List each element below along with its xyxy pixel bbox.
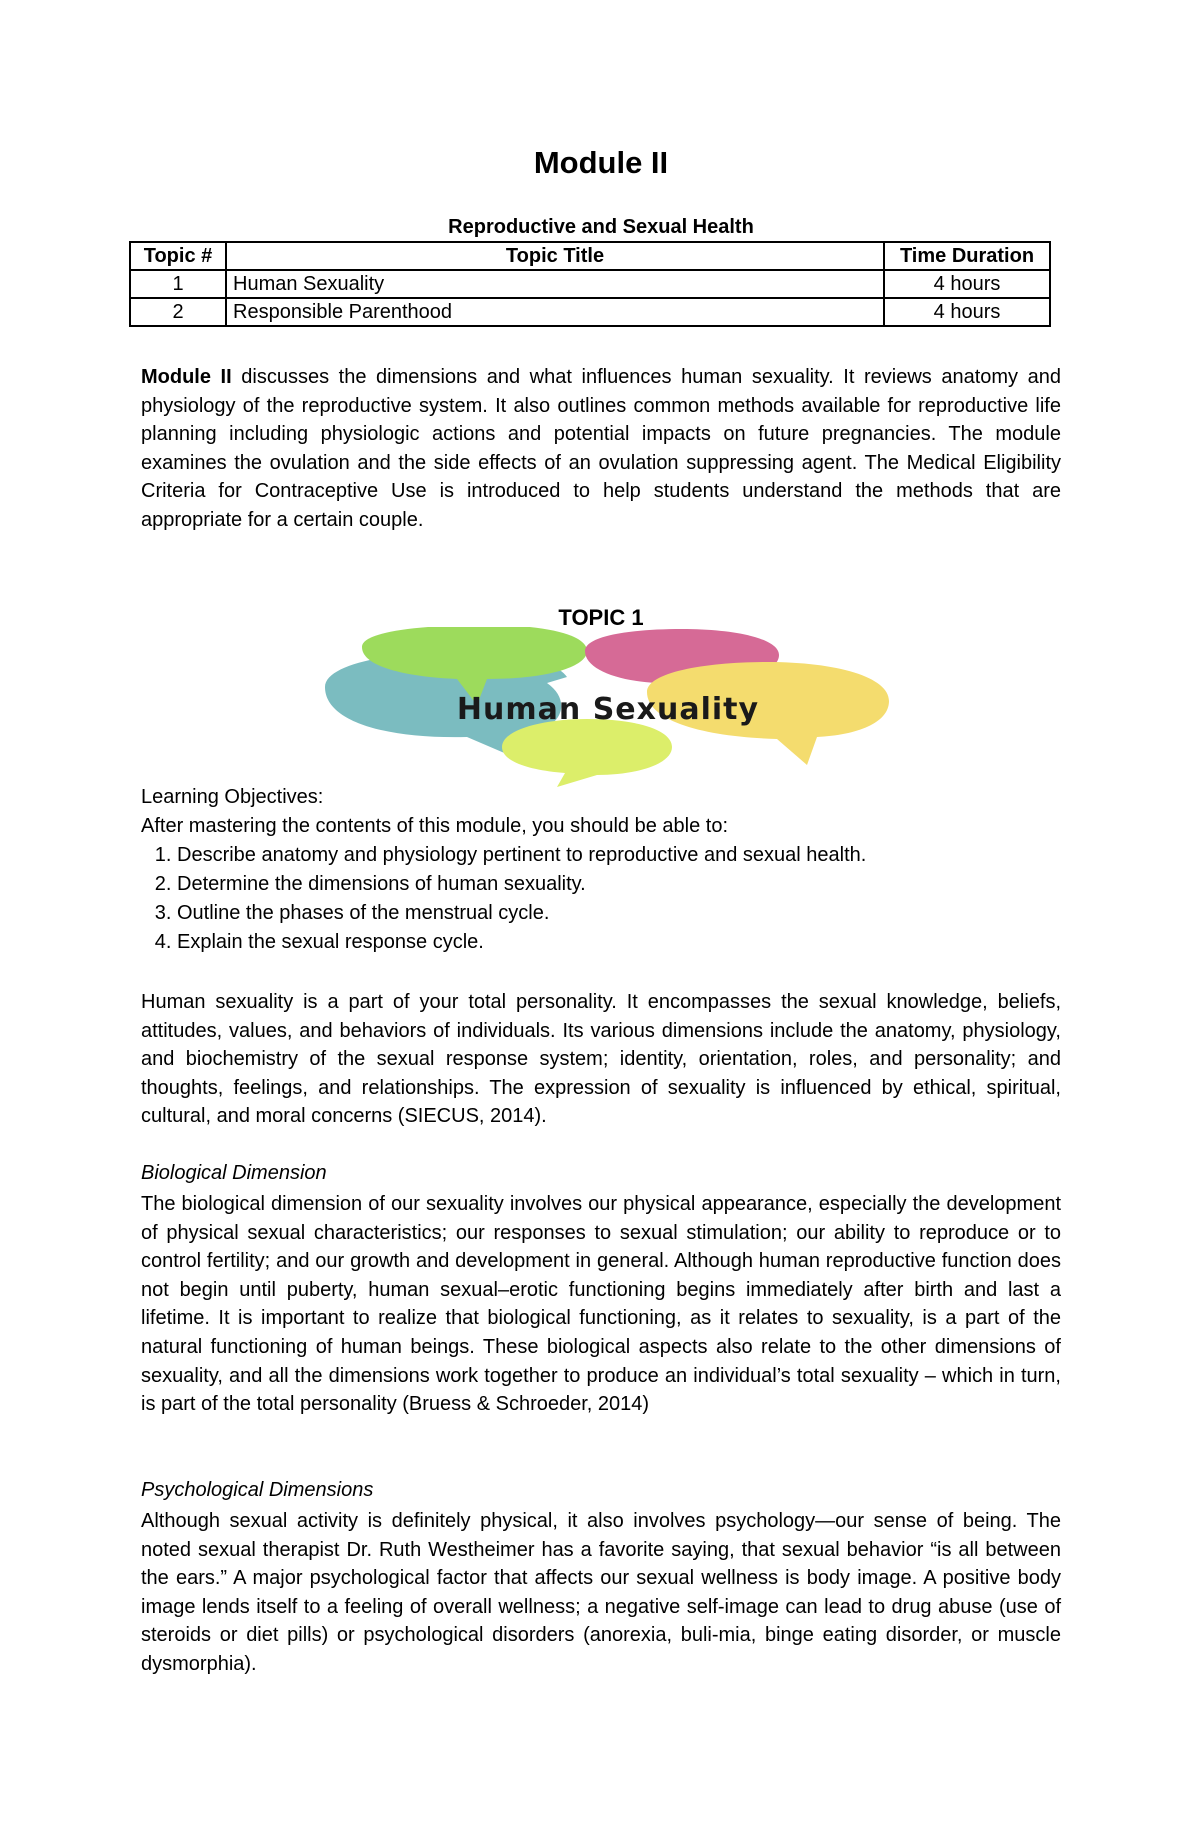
list-item: 1. Describe anatomy and physiology pertinent to reproductive and sexual health. — [177, 841, 1061, 870]
topic-label: TOPIC 1 — [558, 605, 644, 630]
cell-time-duration: 4 hours — [884, 270, 1050, 298]
cell-topic-title: Responsible Parenthood — [226, 298, 884, 326]
table-row — [130, 298, 1050, 326]
biological-dimension-paragraph: The biological dimension of our sexuality involves our physical appearance, especially the development of physical sexual characteristics; our responses to sexual stimulation; our ability to reproduce or to control fertility; and our growth and development in general. Although human reproductive function does not begin until puberty, human sexual–erotic functioning begins immediately after birth and last a lifetime. It is important to realize that biological functioning, as it relates to sexuality, is a part of the natural functioning of human beings. These biological aspects also relate to the other dimensions of sexuality, and all the dimensions work together to produce an individual’s total sexuality – which in turn, is part of the total personality (Bruess & Schroeder, 2014) — [141, 1193, 1061, 1416]
psychological-dimensions-paragraph: Although sexual activity is definitely physical, it also involves psychology—our sense of being. The noted sexual therapist Dr. Ruth Westheimer has a favorite saying, that sexual behavior “is all between the ears.” A major psychological factor that affects our sexual wellness is body image. A positive body image lends itself to a feeling of overall wellness; a negative self-image can lead to drug abuse (use of steroids or diet pills) or psychological disorders (anorexia, buli-mia, binge eating disorder, or muscle dysmorphia). — [141, 1510, 1061, 1675]
module-intro-paragraph — [141, 363, 1061, 534]
table-header-row — [130, 242, 1050, 270]
human-sexuality-banner — [317, 627, 899, 789]
topics-table — [129, 241, 1051, 327]
cell-topic-title: Human Sexuality — [226, 270, 884, 298]
learning-objectives — [141, 783, 1061, 957]
cell-time-duration: 4 hours — [884, 298, 1050, 326]
objectives-list — [141, 841, 1061, 957]
list-item: 2. Determine the dimensions of human sexuality. — [177, 870, 1061, 899]
module-title: Module II — [533, 145, 669, 180]
header-topic-title: Topic Title — [226, 242, 884, 270]
banner-title: Human Sexuality — [456, 692, 760, 727]
intro-text: discusses the dimensions and what influences human sexuality. It reviews anatomy and physiology of the reproductive system. It also outlines common methods available for reproductive life planning including physiologic actions and potential impacts on future pregnancies. The module examines the ovulation and the side effects of an ovulation suppressing agent. The Medical Eligibility Criteria for Contraceptive Use is introduced to help students understand the methods that are appropriate for a certain couple. — [141, 366, 1061, 531]
lime-speech-bubble — [502, 719, 672, 787]
psychological-dimensions-heading: Psychological Dimensions — [141, 1479, 374, 1501]
table-row — [130, 270, 1050, 298]
cell-topic-number: 1 — [130, 270, 226, 298]
table-caption: Reproductive and Sexual Health — [448, 216, 754, 238]
intro-bold-lead: Module II — [141, 366, 232, 388]
objectives-heading: Learning Objectives: — [141, 786, 324, 808]
list-item: 4. Explain the sexual response cycle. — [177, 928, 1061, 957]
biological-dimension-heading: Biological Dimension — [141, 1162, 327, 1184]
objectives-lead: After mastering the contents of this module, you should be able to: — [141, 815, 729, 837]
header-time-duration: Time Duration — [884, 242, 1050, 270]
cell-topic-number: 2 — [130, 298, 226, 326]
list-item: 3. Outline the phases of the menstrual cycle. — [177, 899, 1061, 928]
header-topic-number: Topic # — [130, 242, 226, 270]
human-sexuality-paragraph: Human sexuality is a part of your total personality. It encompasses the sexual knowledge, beliefs, attitudes, values, and behaviors of individuals. Its various dimensions include the anatomy, physiology, and biochemistry of the sexual response system; identity, orientation, roles, and personality; and thoughts, feelings, and relationships. The expression of sexuality is influenced by ethical, spiritual, cultural, and moral concerns (SIECUS, 2014). — [141, 991, 1061, 1128]
